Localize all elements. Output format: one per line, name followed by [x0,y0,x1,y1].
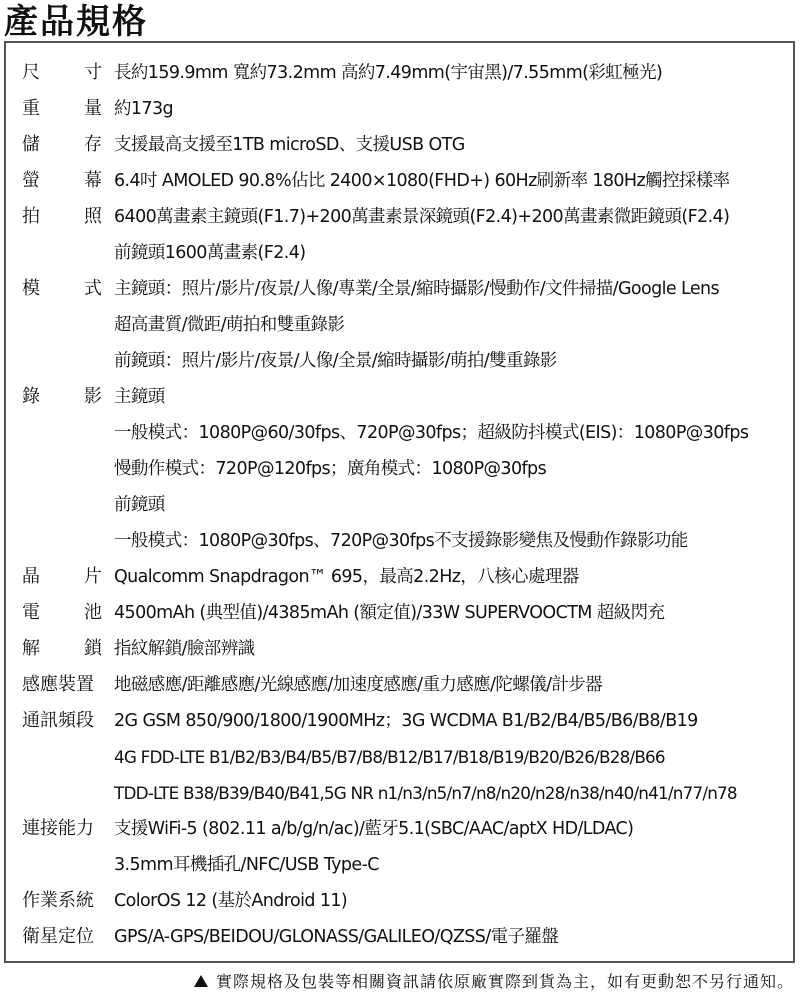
spec-value: GPS/A-GPS/BEIDOU/GLONASS/GALILEO/QZSS/電子羅盤 [114,927,559,947]
spec-value: 約173g [114,99,174,119]
disclaimer-text: 實際規格及包裝等相關資訊請依原廠實際到貨為主，如有更動恕不另行通知。 [215,972,794,991]
disclaimer-note [194,970,794,994]
spec-row [6,451,793,487]
spec-row [6,163,793,199]
spec-row [6,559,793,595]
spec-row [6,775,793,811]
spec-value: 指紋解鎖/臉部辨識 [114,639,255,659]
spec-value: 主鏡頭：照片/影片/夜景/人像/專業/全景/縮時攝影/慢動作/文件掃描/Google Lens [114,279,720,299]
spec-value: Qualcomm Snapdragon™ 695，最高2.2Hz，八核心處理器 [114,567,579,587]
spec-row [6,127,793,163]
spec-row [6,811,793,847]
spec-row [6,307,793,343]
spec-label: 螢 幕 [22,170,102,191]
spec-label: 模 式 [22,278,102,299]
spec-row [6,91,793,127]
page-title: 產品規格 [4,2,148,42]
spec-label: 儲 存 [22,134,102,155]
spec-value: TDD-LTE B38/B39/B40/B41,5G NR n1/n3/n5/n7/n8/n20/n28/n38/n40/n41/n77/n78 [114,783,737,803]
spec-value: 超高畫質/微距/萌拍和雙重錄影 [114,315,345,335]
spec-row [6,415,793,451]
spec-row [6,55,793,91]
spec-value: 長約159.9mm 寬約73.2mm 高約7.49mm(宇宙黑)/7.55mm(彩虹極光) [114,63,663,83]
spec-value: 慢動作模式：720P@120fps；廣角模式：1080P@30fps [114,459,547,479]
spec-label: 連接能力 [22,818,94,839]
spec-row [6,739,793,775]
spec-row [6,487,793,523]
spec-row [6,631,793,667]
spec-value: ColorOS 12 (基於Android 11) [114,891,348,911]
spec-value: 6400萬畫素主鏡頭(F1.7)+200萬畫素景深鏡頭(F2.4)+200萬畫素微距鏡頭(F2.4) [114,207,730,227]
spec-label: 重 量 [22,98,102,119]
spec-row [6,667,793,703]
spec-label: 拍 照 [22,206,102,227]
spec-value: 前鏡頭1600萬畫素(F2.4) [114,243,306,263]
spec-row [6,703,793,739]
spec-value: 地磁感應/距離感應/光線感應/加速度感應/重力感應/陀螺儀/計步器 [114,675,603,695]
spec-label: 電 池 [22,602,102,623]
spec-label: 解 鎖 [22,638,102,659]
spec-value: 前鏡頭：照片/影片/夜景/人像/全景/縮時攝影/萌拍/雙重錄影 [114,351,557,371]
warning-triangle-icon [194,975,208,987]
spec-row [6,847,793,883]
spec-table [4,41,795,963]
spec-row [6,523,793,559]
spec-label: 衛星定位 [22,926,94,947]
spec-row [6,343,793,379]
spec-value: 前鏡頭 [114,495,165,515]
spec-label: 感應裝置 [22,674,94,695]
spec-value: 4500mAh (典型值)/4385mAh (額定值)/33W SUPERVOOCTM 超級閃充 [114,603,665,623]
spec-value: 支援WiFi-5 (802.11 a/b/g/n/ac)/藍牙5.1(SBC/AAC/aptX HD/LDAC) [114,819,634,839]
spec-row [6,235,793,271]
spec-value: 支援最高支援至1TB microSD、支援USB OTG [114,135,465,155]
spec-value: 3.5mm耳機插孔/NFC/USB Type-C [114,855,379,875]
spec-label: 晶 片 [22,566,102,587]
spec-value: 主鏡頭 [114,387,165,407]
spec-value: 2G GSM 850/900/1800/1900MHz；3G WCDMA B1/B2/B4/B5/B6/B8/B19 [114,711,698,731]
spec-row [6,919,793,955]
spec-value: 4G FDD-LTE B1/B2/B3/B4/B5/B7/B8/B12/B17/B18/B19/B20/B26/B28/B66 [114,747,665,767]
spec-row [6,595,793,631]
spec-label: 作業系統 [22,890,94,911]
spec-row [6,271,793,307]
spec-row [6,199,793,235]
spec-row [6,883,793,919]
spec-value: 一般模式：1080P@30fps、720P@30fps不支援錄影變焦及慢動作錄影功能 [114,531,688,551]
spec-value: 一般模式：1080P@60/30fps、720P@30fps；超級防抖模式(EIS)：1080P@30fps [114,423,749,443]
spec-label: 錄 影 [22,386,102,407]
spec-row [6,379,793,415]
spec-label: 尺 寸 [22,62,102,83]
spec-value: 6.4吋 AMOLED 90.8%佔比 2400×1080(FHD+) 60Hz刷新率 180Hz觸控採樣率 [114,171,730,191]
spec-label: 通訊頻段 [22,710,94,731]
